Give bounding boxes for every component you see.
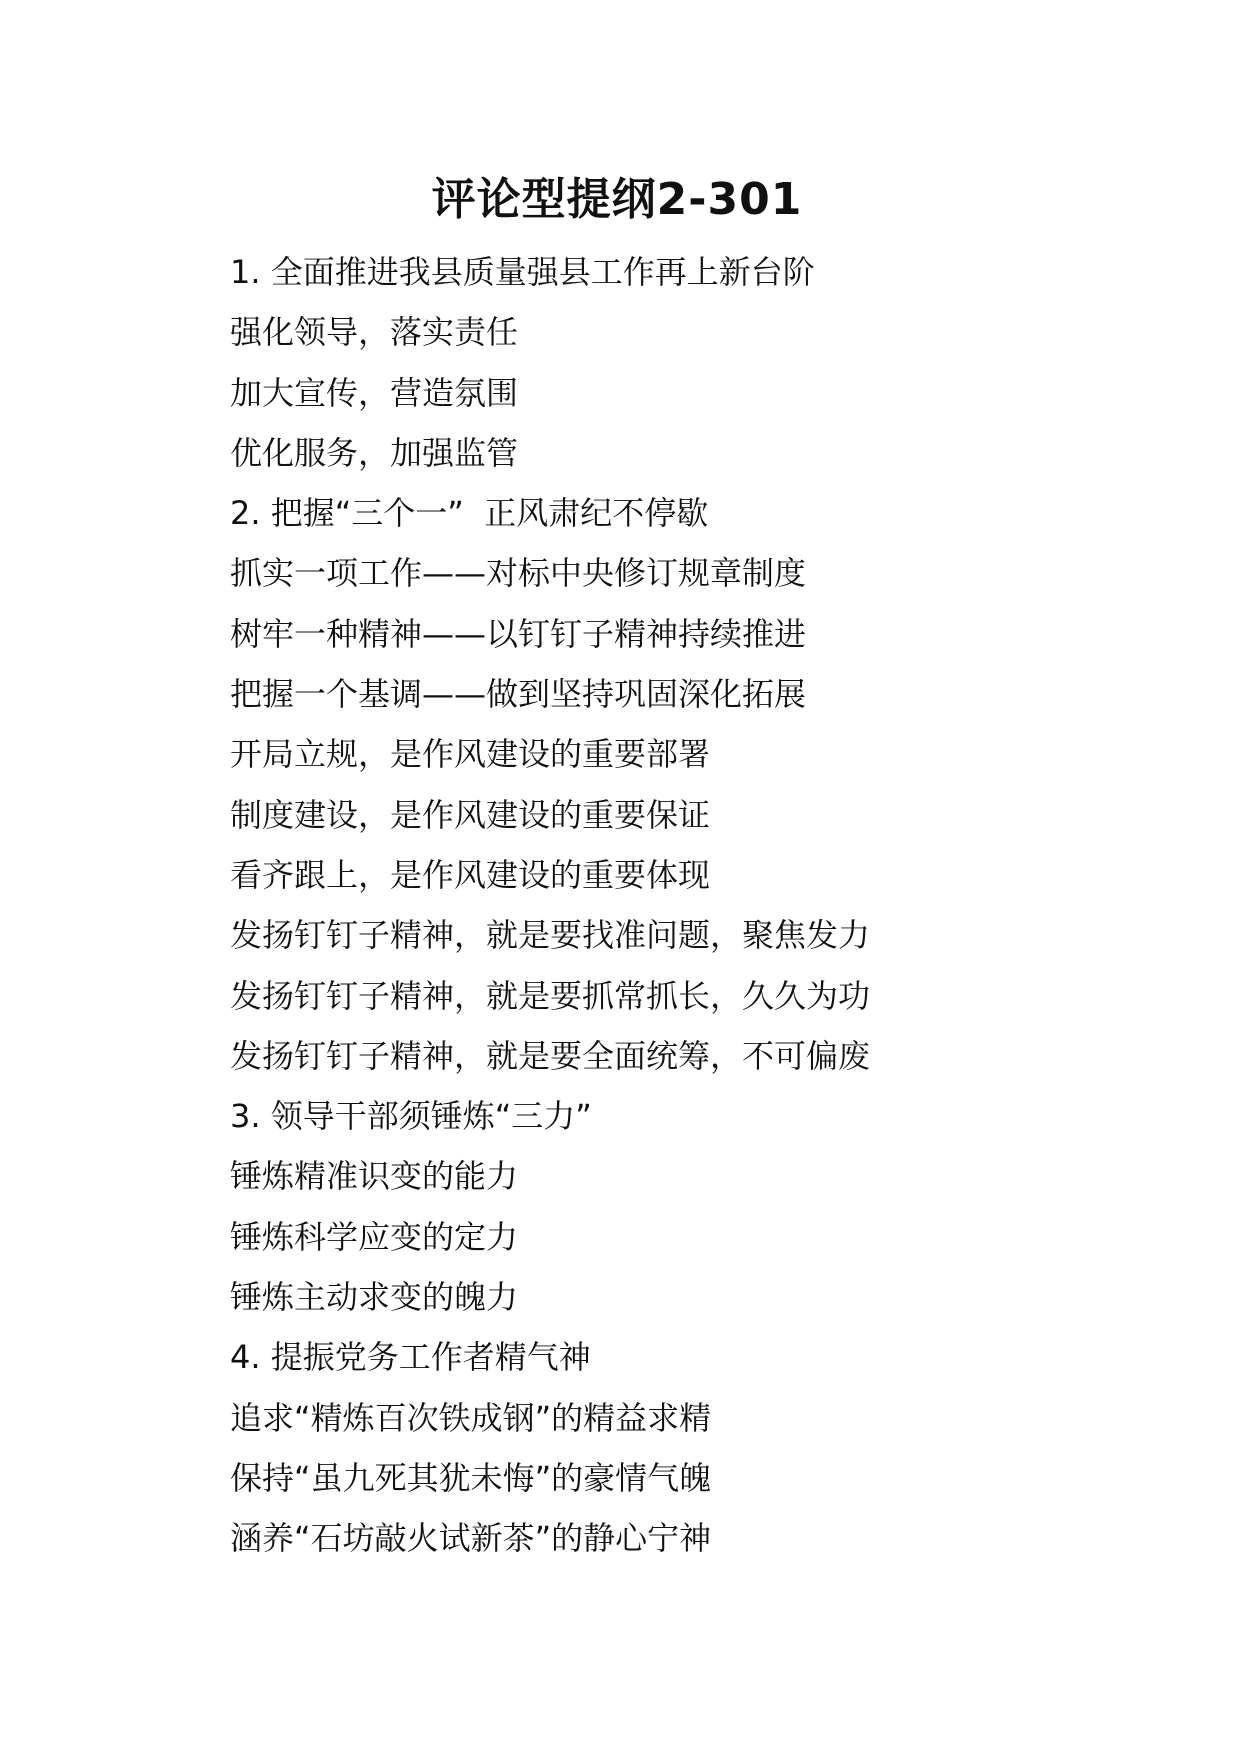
outline-line: 制度建设，是作风建设的重要保证 <box>230 795 711 834</box>
outline-line: 锤炼精准识变的能力 <box>230 1157 519 1196</box>
outline-line: 抓实一项工作——对标中央修订规章制度 <box>230 554 807 593</box>
outline-line: 2. 把握“三个一” 正风肃纪不停歇 <box>230 494 709 533</box>
outline-line: 4. 提振党务工作者精气神 <box>230 1338 591 1377</box>
outline-line: 开局立规，是作风建设的重要部署 <box>230 735 711 774</box>
outline-line: 看齐跟上，是作风建设的重要体现 <box>230 855 711 894</box>
outline-line: 发扬钉钉子精神，就是要抓常抓长，久久为功 <box>230 976 871 1015</box>
outline-line: 优化服务，加强监管 <box>230 433 519 472</box>
outline-line: 锤炼主动求变的魄力 <box>230 1278 519 1317</box>
outline-line: 把握一个基调——做到坚持巩固深化拓展 <box>230 675 807 714</box>
outline-line: 强化领导，落实责任 <box>230 313 519 352</box>
outline-line: 发扬钉钉子精神，就是要全面统筹，不可偏废 <box>230 1036 871 1075</box>
outline-line: 涵养“石坊敲火试新茶”的静心宁神 <box>230 1519 712 1558</box>
outline-line: 追求“精炼百次铁成钢”的精益求精 <box>230 1398 712 1437</box>
outline-line: 发扬钉钉子精神，就是要找准问题，聚焦发力 <box>230 916 871 955</box>
outline-line: 加大宣传，营造氛围 <box>230 373 519 412</box>
outline-line: 锤炼科学应变的定力 <box>230 1217 519 1256</box>
outline-line: 3. 领导干部须锤炼“三力” <box>230 1097 592 1136</box>
outline-list <box>230 242 1210 1569</box>
outline-line: 1. 全面推进我县质量强县工作再上新台阶 <box>230 253 815 291</box>
outline-line: 树牢一种精神——以钉钉子精神持续推进 <box>230 614 807 653</box>
outline-line: 保持“虽九死其犹未悔”的豪情气魄 <box>230 1458 712 1497</box>
document-title: 评论型提纲2-301 <box>431 174 803 225</box>
